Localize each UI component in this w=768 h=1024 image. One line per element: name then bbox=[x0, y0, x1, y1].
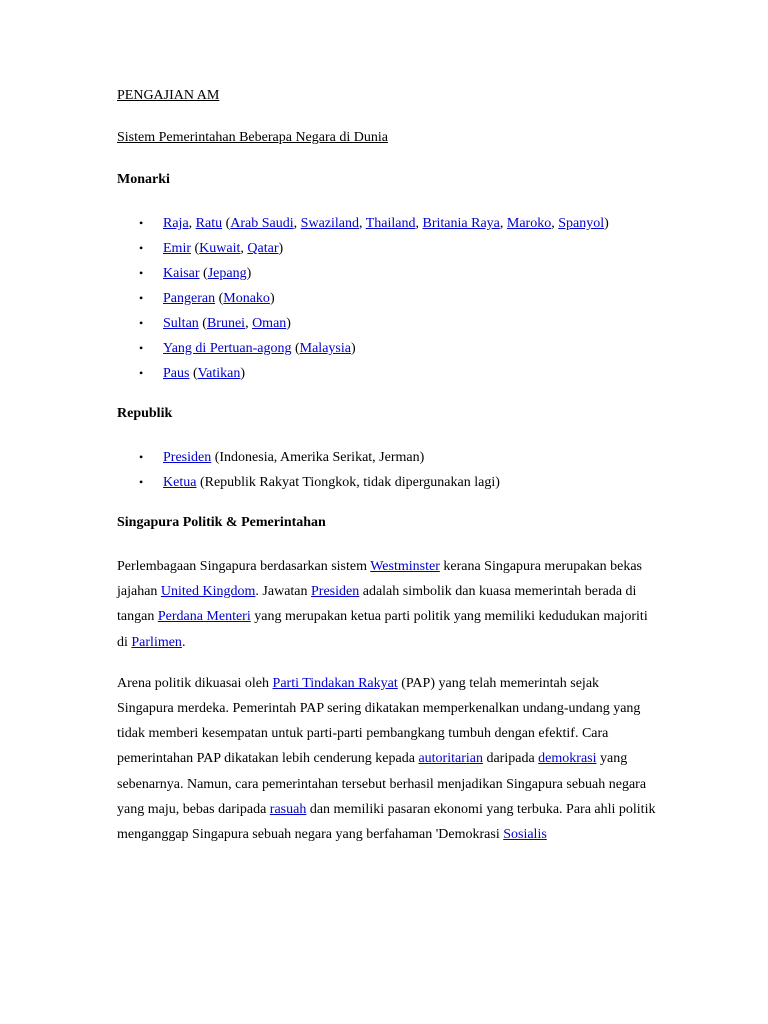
singapura-body bbox=[117, 554, 657, 847]
text-segment: ( bbox=[191, 241, 200, 256]
bullet-icon: • bbox=[139, 450, 144, 464]
text-segment: (Republik Rakyat Tiongkok, tidak dipergunakan lagi) bbox=[196, 475, 500, 490]
wiki-link[interactable]: Perdana Menteri bbox=[157, 609, 251, 625]
text-segment: , bbox=[293, 216, 301, 231]
document-title bbox=[117, 85, 657, 107]
list-item bbox=[117, 470, 657, 495]
paragraph bbox=[117, 671, 657, 847]
document-subtitle bbox=[117, 127, 657, 149]
text-segment: Arena politik dikuasai oleh bbox=[117, 675, 273, 691]
text-segment: dan memiliki pasaran ekonomi yang terbuka. Para ahli politik menganggap Singapura sebuah negara yang berfahaman 'Demokrasi bbox=[117, 801, 656, 843]
text-segment: ) bbox=[240, 366, 246, 381]
list-item bbox=[117, 286, 657, 311]
text-segment: . Jawatan bbox=[255, 584, 312, 600]
text-segment: adalah simbolik dan kuasa memerintah berada di tangan bbox=[117, 584, 637, 625]
wiki-link[interactable]: Emir bbox=[163, 241, 191, 256]
wiki-link[interactable]: Vatikan bbox=[197, 366, 241, 381]
bullet-icon: • bbox=[139, 216, 144, 230]
wiki-link[interactable]: autoritarian bbox=[418, 751, 483, 767]
text-segment: yang merupakan ketua parti politik yang memiliki kedudukan majoriti di bbox=[117, 609, 648, 650]
text-segment: ( bbox=[199, 266, 208, 281]
wiki-link[interactable]: Sultan bbox=[163, 316, 199, 331]
wiki-link[interactable]: Pangeran bbox=[163, 291, 216, 306]
text-segment: , bbox=[359, 216, 366, 231]
wiki-link[interactable]: Arab Saudi bbox=[230, 216, 294, 231]
bullet-icon: • bbox=[139, 291, 144, 305]
list-item bbox=[117, 261, 657, 286]
document-subtitle-text: Sistem Pemerintahan Beberapa Negara di Dunia bbox=[117, 130, 388, 145]
wiki-link[interactable]: Presiden bbox=[163, 450, 212, 465]
wiki-link[interactable]: Qatar bbox=[247, 241, 279, 256]
text-segment: ( bbox=[189, 366, 198, 381]
text-segment: ) bbox=[246, 266, 252, 281]
wiki-link[interactable]: Sosialis bbox=[503, 827, 547, 843]
wiki-link[interactable]: Parti Tindakan Rakyat bbox=[272, 675, 398, 691]
text-segment: ) bbox=[286, 316, 291, 331]
wiki-link[interactable]: Kuwait bbox=[199, 241, 241, 256]
wiki-link[interactable]: Britania Raya bbox=[422, 216, 500, 231]
bullet-icon: • bbox=[139, 341, 144, 355]
list-item bbox=[117, 361, 657, 386]
bullet-icon: • bbox=[139, 316, 144, 330]
bullet-icon: • bbox=[139, 266, 144, 280]
text-segment: (PAP) yang telah memerintah sejak Singapura merdeka. Pemerintah PAP sering dikatakan memperkenalkan undang-undang yang tidak memberi kesempatan untuk parti-parti pembangkang tumbuh dengan efektif. Cara pemerintahan PAP dikatakan lebih cenderung kepada bbox=[117, 675, 641, 767]
text-segment: ( bbox=[215, 291, 224, 306]
wiki-link[interactable]: Westminster bbox=[370, 559, 440, 574]
text-segment: ( bbox=[291, 341, 300, 356]
wiki-link[interactable]: Yang di Pertuan-agong bbox=[163, 341, 292, 356]
republik-list bbox=[117, 445, 657, 495]
wiki-link[interactable]: Oman bbox=[252, 316, 287, 331]
document-title-text: PENGAJIAN AM bbox=[117, 88, 220, 103]
text-segment: yang sebenarnya. Namun, cara pemerintahan tersebut berhasil menjadikan Singapura sebuah negara yang maju, bebas daripada bbox=[117, 751, 647, 817]
monarki-list bbox=[117, 211, 657, 386]
wiki-link[interactable]: Brunei bbox=[206, 316, 246, 331]
wiki-link[interactable]: Jepang bbox=[207, 266, 247, 281]
wiki-link[interactable]: rasuah bbox=[269, 801, 307, 817]
wiki-link[interactable]: Malaysia bbox=[299, 341, 351, 356]
list-item bbox=[117, 336, 657, 361]
text-segment: (Indonesia, Amerika Serikat, Jerman) bbox=[211, 450, 425, 465]
list-item bbox=[117, 211, 657, 236]
wiki-link[interactable]: United Kingdom bbox=[160, 584, 256, 600]
text-segment: ) bbox=[350, 341, 356, 356]
wiki-link[interactable]: Maroko bbox=[506, 216, 552, 231]
wiki-link[interactable]: Kaisar bbox=[163, 266, 200, 281]
list-item bbox=[117, 445, 657, 470]
wiki-link[interactable]: demokrasi bbox=[538, 751, 597, 767]
list-item bbox=[117, 236, 657, 261]
paragraph bbox=[117, 554, 657, 655]
bullet-icon: • bbox=[139, 366, 144, 380]
list-item bbox=[117, 311, 657, 336]
bullet-icon: • bbox=[139, 241, 144, 255]
wiki-link[interactable]: Parlimen bbox=[131, 634, 182, 650]
wiki-link[interactable]: Monako bbox=[223, 291, 270, 306]
text-segment: , bbox=[551, 216, 559, 231]
bullet-icon: • bbox=[139, 475, 144, 489]
wiki-link[interactable]: Spanyol bbox=[558, 216, 605, 231]
text-segment: . bbox=[181, 634, 186, 650]
text-segment: , bbox=[245, 316, 253, 331]
singapura-heading: Singapura Politik & Pemerintahan bbox=[117, 515, 326, 530]
text-segment: ) bbox=[604, 216, 609, 231]
text-segment: daripada bbox=[482, 751, 539, 767]
wiki-link[interactable]: Ratu bbox=[195, 216, 223, 231]
text-segment: ( bbox=[222, 216, 231, 231]
wiki-link[interactable]: Ketua bbox=[163, 475, 197, 490]
wiki-link[interactable]: Raja bbox=[163, 216, 189, 231]
wiki-link[interactable]: Swaziland bbox=[300, 216, 359, 231]
wiki-link[interactable]: Paus bbox=[163, 366, 190, 381]
wiki-link[interactable]: Presiden bbox=[311, 584, 360, 600]
wiki-link[interactable]: Thailand bbox=[365, 216, 416, 231]
text-segment: ) bbox=[278, 241, 284, 256]
text-segment: , bbox=[499, 216, 507, 231]
text-segment: kerana Singapura merupakan bekas jajahan bbox=[117, 559, 642, 600]
text-segment: , bbox=[188, 216, 196, 231]
document-page bbox=[117, 85, 657, 847]
republik-heading: Republik bbox=[117, 406, 173, 421]
text-segment: ( bbox=[198, 316, 207, 331]
text-segment: , bbox=[415, 216, 423, 231]
text-segment: , bbox=[240, 241, 248, 256]
text-segment: ) bbox=[269, 291, 275, 306]
monarki-heading: Monarki bbox=[117, 172, 170, 187]
text-segment: Perlembagaan Singapura berdasarkan sistem bbox=[117, 559, 371, 574]
